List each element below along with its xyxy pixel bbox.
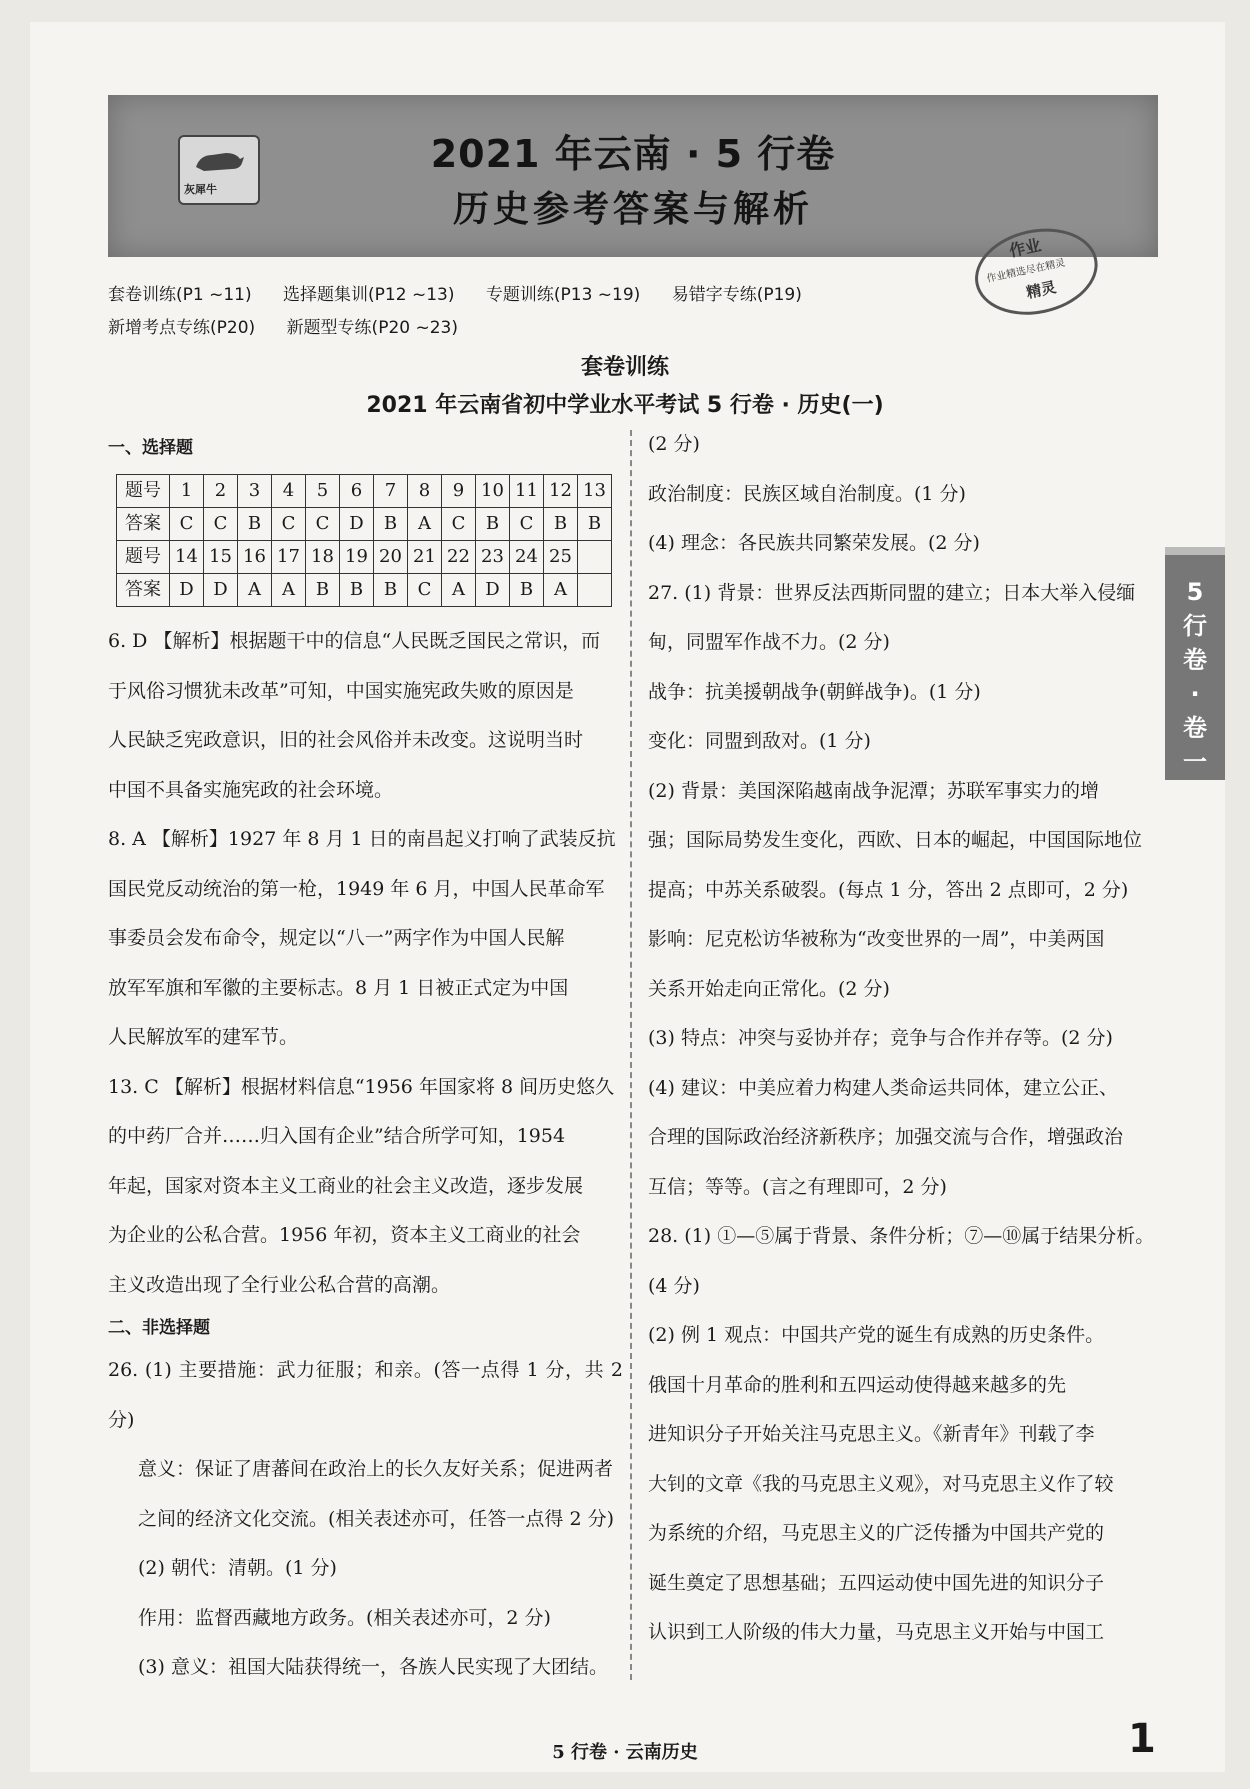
q8-line: 事委员会发布命令，规定以“八一”两字作为中国人民解: [108, 927, 565, 949]
q26-line: 作用：监督西藏地方政务。(相关表述亦可，2 分): [138, 1606, 551, 1629]
answer-table-cell: 3: [238, 475, 272, 508]
right-lines-line: 战争：抗美援朝战争(朝鲜战争)。(1 分): [648, 680, 981, 703]
answer-table-cell: B: [374, 574, 408, 607]
answer-table-cell: 18: [306, 541, 340, 574]
stamp-bottom-text: 精灵: [1024, 278, 1058, 302]
answer-table-cell: A: [238, 574, 272, 607]
right-lines-line: 28. (1) ①—⑤属于背景、条件分析；⑦—⑩属于结果分析。: [648, 1225, 1155, 1247]
right-lines-line: 关系开始走向正常化。(2 分): [648, 977, 890, 1000]
side-tab: [1165, 555, 1225, 780]
tab-char: 卷: [1183, 714, 1207, 742]
answer-table-cell: 15: [204, 541, 238, 574]
answer-table-cell: C: [510, 508, 544, 541]
q6-explanation: [108, 617, 623, 815]
answer-table-label: 答案: [117, 508, 170, 541]
index-item: 选择题集训(P12 ~13): [283, 285, 455, 305]
tab-char: 5: [1186, 578, 1204, 606]
q6-line: 于风俗习惯犹未改革”可知，中国实施宪政失败的原因是: [108, 679, 574, 702]
left-column: [108, 430, 623, 1693]
right-lines-line: 认识到工人阶级的伟大力量，马克思主义开始与中国工: [648, 1621, 1105, 1643]
right-lines-line: (2 分): [648, 433, 700, 455]
banner-title-line2: 历史参考答案与解析: [452, 189, 813, 230]
answer-table-cell: C: [204, 508, 238, 541]
answer-table-cell: 14: [170, 541, 204, 574]
tab-char: 卷: [1183, 646, 1207, 674]
stamp-middle-text: 作业精选尽在精灵: [985, 257, 1067, 285]
answer-table-cell: B: [238, 508, 272, 541]
index-item: 新增考点专练(P20): [108, 318, 256, 338]
tab-char: ·: [1190, 680, 1200, 708]
q13-line: 为企业的公私合营。1956 年初，资本主义工商业的社会: [108, 1224, 581, 1246]
right-lines-line: 诞生奠定了思想基础；五四运动使中国先进的知识分子: [648, 1571, 1105, 1594]
answer-table-cell: 1: [170, 475, 204, 508]
q26-line: 26. (1) 主要措施：武力征服；和亲。(答一点得 1 分，共 2 分): [108, 1359, 623, 1431]
answer-table-cell: 5: [306, 475, 340, 508]
right-lines-line: 进知识分子开始关注马克思主义。《新青年》刊载了李: [648, 1423, 1095, 1445]
answer-table-cell: B: [544, 508, 578, 541]
tab-char: 行: [1183, 612, 1207, 640]
page-number: 1: [1128, 1716, 1156, 1762]
answer-table-cell: 13: [578, 475, 612, 508]
right-lines-line: 强；国际局势发生变化，西欧、日本的崛起，中国国际地位: [648, 829, 1143, 851]
right-lines-line: 互信；等等。(言之有理即可，2 分): [648, 1175, 947, 1198]
q26-line: 之间的经济文化交流。(相关表述亦可，任答一点得 2 分): [138, 1507, 614, 1530]
answer-table-cell: C: [442, 508, 476, 541]
nonmc-heading: 二、非选择题: [108, 1318, 210, 1338]
answer-table-cell: 4: [272, 475, 306, 508]
right-lines-line: (2) 背景：美国深陷越南战争泥潭；苏联军事实力的增: [648, 779, 1099, 802]
answer-table-cell: 7: [374, 475, 408, 508]
right-lines-line: (2) 例 1 观点：中国共产党的诞生有成熟的历史条件。: [648, 1324, 1105, 1346]
q8-explanation: [108, 815, 623, 1063]
answer-table-cell: 19: [340, 541, 374, 574]
right-lines-line: 大钊的文章《我的马克思主义观》，对马克思主义作了较: [648, 1472, 1114, 1495]
answer-table: [116, 474, 612, 607]
section-title: 套卷训练: [580, 355, 669, 380]
answer-table-cell: 20: [374, 541, 408, 574]
answer-table-row: [117, 574, 612, 607]
right-lines-line: (4) 建议：中美应着力构建人类命运共同体，建立公正、: [648, 1076, 1118, 1099]
q13-line: 13. C 【解析】根据材料信息“1956 年国家将 8 间历史悠久: [108, 1075, 615, 1098]
right-column: [648, 420, 1168, 1658]
answer-table-cell: B: [578, 508, 612, 541]
answer-table-cell: A: [408, 508, 442, 541]
answer-table-cell: 9: [442, 475, 476, 508]
answer-table-cell: 16: [238, 541, 272, 574]
answer-table-cell: 21: [408, 541, 442, 574]
q26-answer: [108, 1346, 623, 1693]
answer-table-label: 答案: [117, 574, 170, 607]
answer-table-cell: 23: [476, 541, 510, 574]
answer-table-cell: B: [340, 574, 374, 607]
answer-table-cell: 11: [510, 475, 544, 508]
right-lines-line: 影响：尼克松访华被称为“改变世界的一周”，中美两国: [648, 928, 1105, 950]
q26-line: (2) 朝代：清朝。(1 分): [138, 1557, 337, 1579]
answer-table-cell: 25: [544, 541, 578, 574]
q8-line: 人民解放军的建军节。: [108, 1026, 299, 1048]
answer-table-cell: 12: [544, 475, 578, 508]
q13-line: 的中药厂合并……归入国有企业”结合所学可知，1954: [108, 1125, 566, 1147]
index-item: 专题训练(P13 ~19): [485, 285, 641, 305]
q6-line: 中国不具备实施宪政的社会环境。: [108, 778, 394, 801]
title-banner: [108, 95, 1158, 257]
answer-table-cell: D: [204, 574, 238, 607]
index-item: 新题型专练(P20 ~23): [286, 318, 458, 338]
tab-char: 一: [1183, 748, 1207, 776]
answer-table-cell: B: [476, 508, 510, 541]
q26-line: (3) 意义：祖国大陆获得统一，各族人民实现了大团结。: [138, 1656, 608, 1678]
logo-brand: 灰犀牛: [184, 183, 217, 196]
answer-table-label: 题号: [117, 475, 170, 508]
right-lines-line: 为系统的介绍，马克思主义的广泛传播为中国共产党的: [648, 1522, 1105, 1544]
answer-table-cell: B: [306, 574, 340, 607]
right-lines-line: 变化：同盟到敌对。(1 分): [648, 730, 871, 752]
index-item: 易错字专练(P19): [671, 285, 802, 305]
answer-table-cell: C: [272, 508, 306, 541]
answer-table-label: 题号: [117, 541, 170, 574]
answer-table-cell: B: [510, 574, 544, 607]
index-line-1: [108, 280, 828, 305]
mc-heading: 一、选择题: [108, 438, 193, 458]
right-lines-line: (4 分): [648, 1274, 700, 1297]
answer-table-cell: 24: [510, 541, 544, 574]
page-footer: 5 行卷 · 云南历史: [552, 1742, 698, 1763]
answer-table-cell: 22: [442, 541, 476, 574]
answer-table-cell: D: [340, 508, 374, 541]
answer-table-cell: A: [442, 574, 476, 607]
right-lines-line: (4) 理念：各民族共同繁荣发展。(2 分): [648, 532, 980, 554]
right-lines-line: 27. (1) 背景：世界反法西斯同盟的建立；日本大举入侵缅: [648, 581, 1136, 604]
q13-explanation: [108, 1063, 623, 1311]
right-lines-line: 提高；中苏关系破裂。(每点 1 分，答出 2 点即可，2 分): [648, 878, 1129, 901]
exam-title: 2021 年云南省初中学业水平考试 5 行卷 · 历史(一): [366, 393, 884, 418]
answer-table-cell: D: [170, 574, 204, 607]
answer-table-cell: B: [374, 508, 408, 541]
q6-line: 6. D 【解析】根据题干中的信息“人民既乏国民之常识，而: [108, 630, 601, 652]
answer-table-row: [117, 508, 612, 541]
answer-table-cell: C: [306, 508, 340, 541]
stamp-top-text: 作业: [1007, 235, 1043, 261]
q6-line: 人民缺乏宪政意识，旧的社会风俗并未改变。这说明当时: [108, 729, 584, 751]
answer-table-cell: 17: [272, 541, 306, 574]
right-lines-line: 俄国十月革命的胜利和五四运动使得越来越多的先: [648, 1373, 1067, 1396]
side-tab-band: [1165, 547, 1225, 555]
q8-line: 8. A 【解析】1927 年 8 月 1 日的南昌起义打响了武装反抗: [108, 828, 616, 850]
index-item: 套卷训练(P1 ~11): [108, 285, 252, 305]
right-lines-line: 甸，同盟军作战不力。(2 分): [648, 631, 890, 653]
q13-line: 主义改造出现了全行业公私合营的高潮。: [108, 1273, 451, 1296]
banner-title-line1: 2021 年云南 · 5 行卷: [430, 132, 836, 176]
right-lines-line: (3) 特点：冲突与妥协并存；竞争与合作并存等。(2 分): [648, 1027, 1113, 1049]
answer-table-cell: D: [476, 574, 510, 607]
answer-table-cell: 10: [476, 475, 510, 508]
answer-table-cell: 2: [204, 475, 238, 508]
q8-line: 放军军旗和军徽的主要标志。8 月 1 日被正式定为中国: [108, 976, 569, 999]
answer-table-cell: 8: [408, 475, 442, 508]
answer-table-row: [117, 475, 612, 508]
index-line-2: [108, 313, 484, 338]
right-lines-line: 合理的国际政治经济新秩序；加强交流与合作，增强政治: [648, 1126, 1124, 1148]
answer-table-cell: A: [272, 574, 306, 607]
answer-table-cell: C: [170, 508, 204, 541]
answer-table-cell: [578, 541, 612, 574]
q26-line: 意义：保证了唐蕃间在政治上的长久友好关系；促进两者: [138, 1458, 614, 1480]
q8-line: 国民党反动统治的第一枪，1949 年 6 月，中国人民革命军: [108, 877, 605, 900]
answer-table-cell: A: [544, 574, 578, 607]
column-divider: [630, 430, 632, 1680]
answer-table-cell: [578, 574, 612, 607]
q13-line: 年起，国家对资本主义工商业的社会主义改造，逐步发展: [108, 1174, 584, 1197]
answer-table-cell: 6: [340, 475, 374, 508]
answer-table-cell: C: [408, 574, 442, 607]
right-lines-line: 政治制度：民族区域自治制度。(1 分): [648, 482, 966, 505]
answer-table-row: [117, 541, 612, 574]
